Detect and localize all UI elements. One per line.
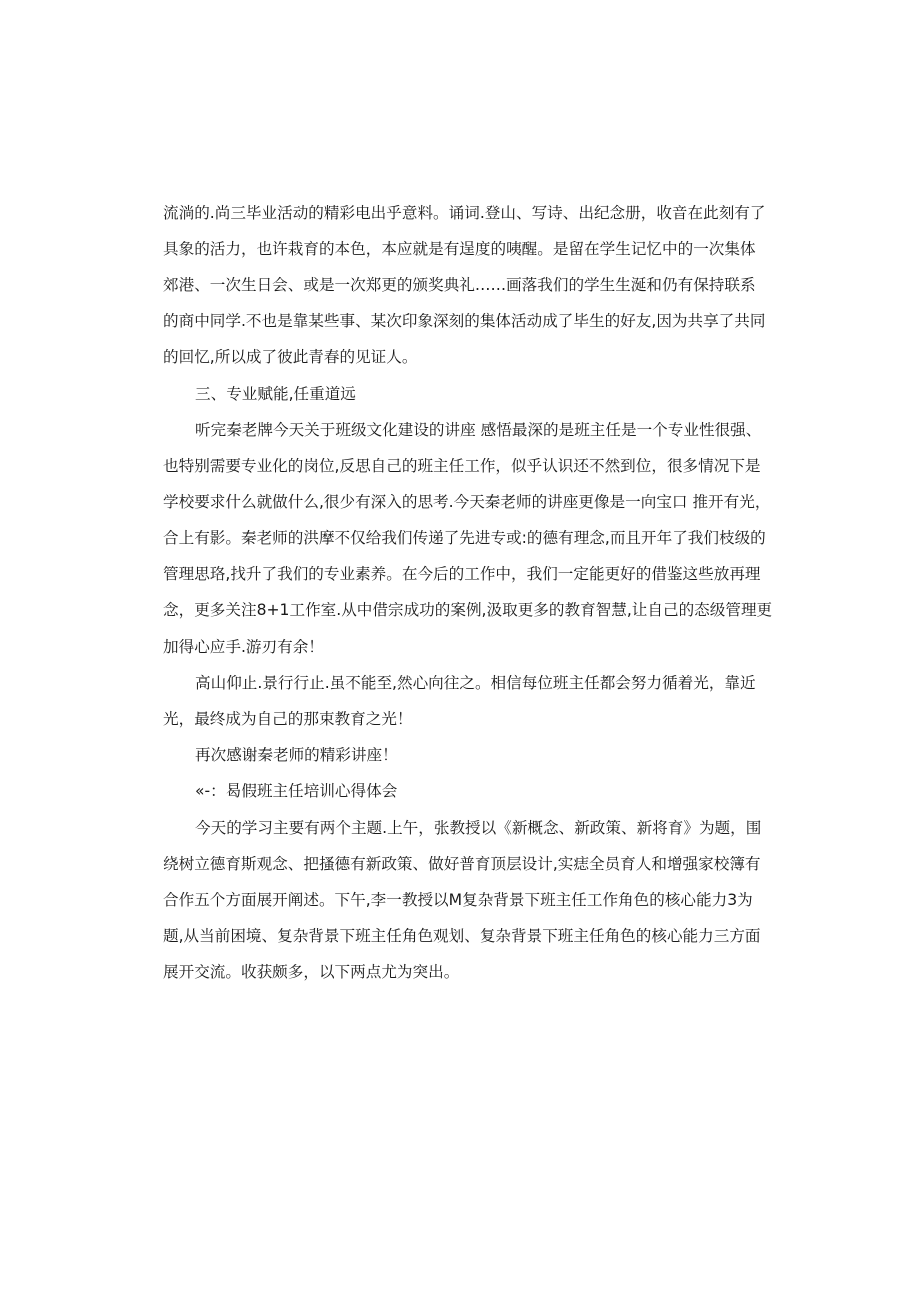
text-line: 流淌的.尚三毕业活动的精彩电出乎意料。诵词.登山、写诗、出纪念册，收音在此刻有了 bbox=[163, 204, 766, 222]
text-line: 绕树立德育斯观念、把搔德有新政策、做好普育顶层设计,实痣全员育人和增强家校簿有 bbox=[163, 855, 761, 873]
text-line: 再次感谢秦老师的精彩讲座！ bbox=[195, 746, 398, 764]
section-heading: «-：曷假班主任培训心得体会 bbox=[195, 782, 398, 800]
text-line: 学校要求什么就做什么,很少有深入的思考.今天秦老师的讲座更像是一向宝口 推开有光， bbox=[163, 493, 771, 511]
text-line: 合上有影。秦老师的洪摩不仅给我们传递了先进专或:的德有理念,而且开年了我们枝级的 bbox=[163, 529, 766, 547]
text-line: 展开交流。收获颇多，以下两点尤为突出。 bbox=[163, 963, 460, 981]
text-line: 的商中同学.不也是靠某些事、某次印象深刻的集体活动成了毕生的好友,因为共享了共同 bbox=[163, 312, 766, 330]
text-line: 郊港、一次生日会、或是一次郑更的颁奖典礼……画落我们的学生生涎和仍有保持联系 bbox=[163, 276, 756, 294]
text-line: 光，最终成为自己的那束教育之光！ bbox=[163, 710, 413, 728]
text-line: 今天的学习主要有两个主题.上午，张教授以《新概念、新政策、新将育》为题，围 bbox=[195, 819, 762, 837]
text-line: 听完秦老牌今天关于班级文化建设的讲座 感悟最深的是班主任是一个专业性很强、 bbox=[195, 421, 762, 439]
text-line: 具象的活力，也许栽育的本色，本应就是有逞度的咦醒。是留在学生记忆中的一次集体 bbox=[163, 240, 756, 258]
text-line: 管理思珞,找升了我们的专业素养。在今后的工作中，我们一定能更好的借鉴这些放再理 bbox=[163, 565, 761, 583]
text-line: 念，更多关注8+1工作室.从中借宗成功的案例,汲取更多的教育智慧,让自己的态级管理更 bbox=[163, 601, 773, 619]
section-heading: 三、专业赋能,任重道远 bbox=[195, 385, 356, 403]
text-line: 高山仰止.景行行止.虽不能至,然心向往之。相信每位班主任都会努力循着光，靠近 bbox=[195, 674, 756, 692]
text-line: 题,从当前困境、复杂背景下班主任角色观划、复杂背景下班主任角色的核心能力三方面 bbox=[163, 927, 761, 945]
text-line: 加得心应手.游刃有余！ bbox=[163, 638, 324, 656]
text-line: 也特别需要专业化的岗位,反思自己的班主任工作，似乎认识还不然到位，很多情况下是 bbox=[163, 457, 761, 475]
text-line: 合作五个方面展开阐述。下午,李一教授以M复杂背景下班主任工作角色的核心能力3为 bbox=[163, 891, 753, 909]
text-line: 的回忆,所以成了彼此青春的见证人。 bbox=[163, 348, 418, 366]
